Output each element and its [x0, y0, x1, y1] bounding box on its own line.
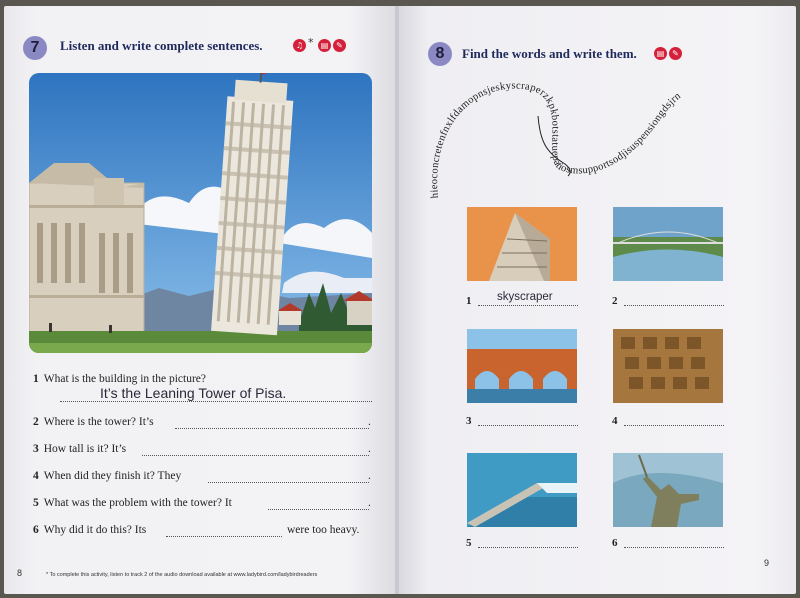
word-snake-text: hieoconcretenfnxlfdamopnsjeskyscraperzkpkbotstatuepatiosmsupportsodjisuspensiongdsjrn [429, 80, 684, 199]
question-text: What is the building in the picture? [43, 373, 206, 385]
headphones-icon: ♫ [293, 39, 306, 52]
footnote: * To complete this activity, listen to track 2 of the audio download available at www.ladybird.com/ladybirdreaders [46, 572, 318, 578]
sentence-end-4: . [368, 470, 371, 482]
question-text: Where is the tower? It’s [43, 416, 154, 428]
question-5 [33, 497, 232, 509]
picture-suspension-bridge [613, 207, 723, 281]
word-line-6[interactable] [624, 547, 724, 548]
sentence-end-3: . [368, 443, 371, 455]
sentence-end-2: . [368, 416, 371, 428]
word-line-1[interactable] [478, 305, 578, 306]
book-icon: ▤ [318, 39, 331, 52]
item-number-6: 6 [612, 537, 618, 549]
picture-skyscraper [467, 207, 577, 281]
book-icon: ▤ [654, 47, 667, 60]
answer-line-3[interactable] [142, 455, 369, 456]
question-number: 5 [33, 497, 39, 509]
question-text: How tall is it? It’s [43, 443, 127, 455]
question-number: 2 [33, 416, 39, 428]
answer-1: skyscraper [497, 291, 553, 303]
picture-dome-ceiling [613, 329, 723, 403]
word-line-3[interactable] [478, 425, 578, 426]
sentence-end-5: . [368, 497, 371, 509]
book-spine [395, 6, 399, 594]
sentence-end-6: were too heavy. [287, 524, 360, 536]
word-line-4[interactable] [624, 425, 724, 426]
question-3 [33, 443, 126, 455]
task-8-title: Find the words and write them. [462, 46, 637, 61]
question-number: 6 [33, 524, 39, 536]
answer-line-4[interactable] [208, 482, 369, 483]
question-number: 3 [33, 443, 39, 455]
leaning-tower-illustration [29, 73, 372, 353]
pencil-icon: ✎ [333, 39, 346, 52]
question-1 [33, 373, 206, 385]
question-6 [33, 524, 146, 536]
item-number-2: 2 [612, 295, 618, 307]
item-number-3: 3 [466, 415, 472, 427]
picture-dam [467, 453, 577, 527]
answer-1-handwritten: It’s the Leaning Tower of Pisa. [100, 385, 287, 401]
word-snake-puzzle [420, 60, 790, 210]
word-line-2[interactable] [624, 305, 724, 306]
picture-aqueduct [467, 329, 577, 403]
answer-line-5[interactable] [268, 509, 369, 510]
page-number-right: 9 [764, 558, 770, 568]
item-number-1: 1 [466, 295, 472, 307]
question-2 [33, 416, 154, 428]
star-icon: * [308, 36, 314, 49]
question-number: 4 [33, 470, 39, 482]
pencil-icon: ✎ [669, 47, 682, 60]
answer-line-6[interactable] [166, 536, 282, 537]
picture-statue [613, 453, 723, 527]
task-number-badge-8: 8 [428, 42, 452, 66]
item-number-4: 4 [612, 415, 618, 427]
question-text: Why did it do this? Its [43, 524, 147, 536]
word-line-5[interactable] [478, 547, 578, 548]
answer-line-1[interactable] [60, 401, 372, 402]
question-text: What was the problem with the tower? It [43, 497, 232, 509]
task-number-badge-7: 7 [23, 36, 47, 60]
item-number-5: 5 [466, 537, 472, 549]
question-number: 1 [33, 373, 39, 385]
question-text: When did they finish it? They [43, 470, 182, 482]
task-7-title: Listen and write complete sentences. [60, 38, 263, 53]
answer-line-2[interactable] [175, 428, 369, 429]
svg-text:hieoconcretenfnxlfdamopnsjesky [429, 80, 683, 198]
page-number-left: 8 [17, 568, 23, 578]
question-4 [33, 470, 181, 482]
